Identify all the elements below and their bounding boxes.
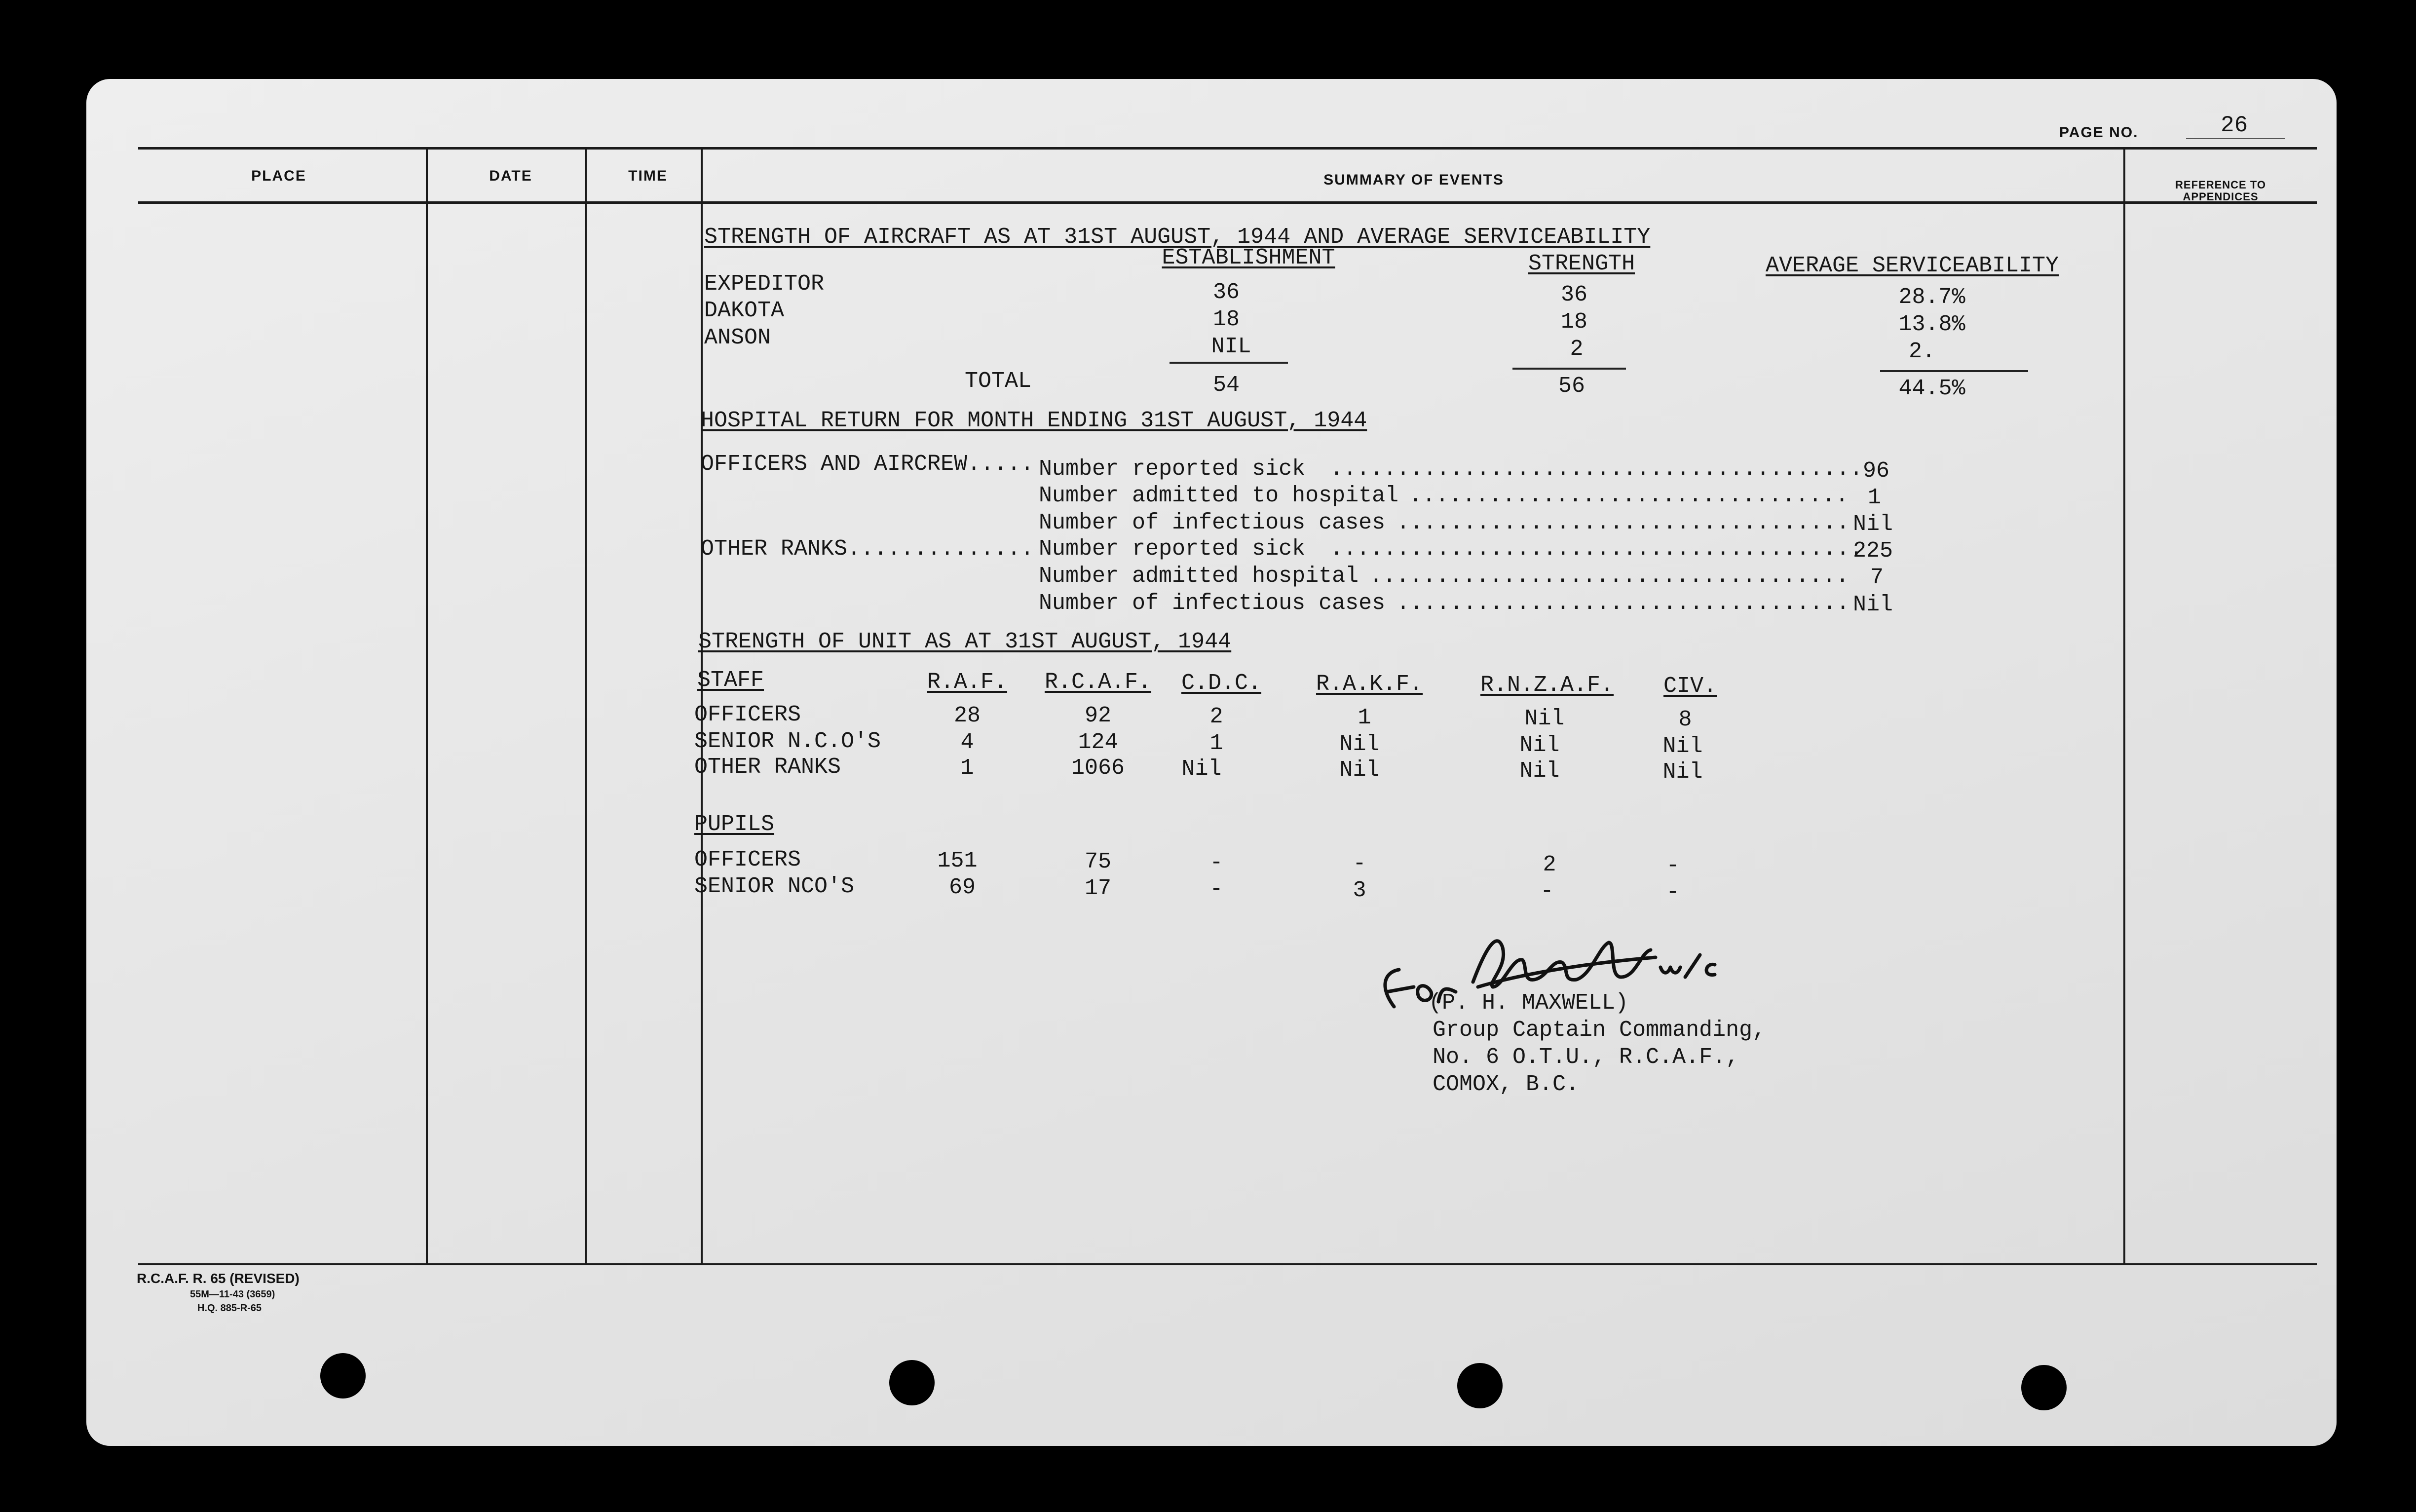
cell: 92 <box>1084 703 1112 728</box>
col-header-reference-2: APPENDICES <box>2183 190 2259 203</box>
aircraft-row-serviceability: 2. <box>1908 339 1936 364</box>
form-ref-line1: R.C.A.F. R. 65 (REVISED) <box>137 1271 300 1286</box>
hospital-leader: .................................. <box>1397 591 1850 616</box>
hospital-value: 225 <box>1853 538 1893 564</box>
aircraft-total-serviceability: 44.5% <box>1898 376 1965 401</box>
cell: 3 <box>1353 878 1366 903</box>
aircraft-row-establishment: NIL <box>1211 334 1251 359</box>
cell: Nil <box>1662 734 1703 759</box>
binder-hole <box>2021 1365 2067 1410</box>
unit-col-header: R.A.K.F. <box>1316 672 1423 697</box>
binder-hole <box>889 1360 935 1405</box>
unit-col-header: C.D.C. <box>1181 671 1262 696</box>
binder-hole <box>1457 1363 1503 1408</box>
date-time-divider <box>585 148 587 1264</box>
hospital-leader: ................................. <box>1409 483 1849 508</box>
hospital-value: Nil <box>1853 592 1893 617</box>
hospital-leader: ........................................ <box>1330 456 1863 482</box>
cell: - <box>1353 851 1366 876</box>
cell: 4 <box>960 730 974 755</box>
cell: - <box>1540 879 1554 904</box>
hospital-section-title: HOSPITAL RETURN FOR MONTH ENDING 31ST AUGUST, 1944 <box>701 408 1367 433</box>
aircraft-col-serviceability: AVERAGE SERVICEABILITY <box>1765 253 2059 278</box>
unit-section-title: STRENGTH OF UNIT AS AT 31ST AUGUST, 1944 <box>698 629 1232 654</box>
aircraft-row-strength: 18 <box>1560 309 1588 335</box>
total-rule <box>1170 362 1288 364</box>
row-label: SENIOR NCO'S <box>694 874 855 899</box>
aircraft-total-establishment: 54 <box>1212 373 1240 398</box>
aircraft-col-establishment: ESTABLISHMENT <box>1162 245 1335 270</box>
hospital-leader: .................................... <box>1369 564 1850 589</box>
hospital-group: OTHER RANKS.............. <box>701 536 1034 562</box>
cell: - <box>1666 853 1680 878</box>
hospital-item: Number of infectious cases <box>1039 510 1386 535</box>
hospital-group: OFFICERS AND AIRCREW..... <box>701 452 1034 477</box>
hospital-value: 1 <box>1868 485 1882 510</box>
hospital-item: Number reported sick <box>1039 536 1306 562</box>
cell: 28 <box>953 703 981 728</box>
record-sheet <box>86 79 2337 1446</box>
cell: Nil <box>1524 706 1565 731</box>
aircraft-row-strength: 36 <box>1560 282 1588 307</box>
cell: 2 <box>1209 704 1223 729</box>
cell: 17 <box>1084 876 1112 901</box>
hospital-value: 96 <box>1863 458 1890 484</box>
top-rule <box>138 147 2317 150</box>
row-label: OTHER RANKS <box>694 755 841 780</box>
header-bottom-rule <box>138 201 2317 204</box>
aircraft-row-type: EXPEDITOR <box>704 271 825 297</box>
cell: Nil <box>1339 732 1380 757</box>
unit-col-header: R.A.F. <box>927 670 1008 695</box>
cell: 151 <box>937 848 978 873</box>
aircraft-row-type: ANSON <box>704 325 771 350</box>
signature-unit: No. 6 O.T.U., R.C.A.F., <box>1433 1045 1739 1070</box>
hospital-value: Nil <box>1853 512 1893 537</box>
col-header-time: TIME <box>628 168 668 184</box>
col-header-date: DATE <box>489 168 532 184</box>
aircraft-row-establishment: 18 <box>1212 307 1240 332</box>
aircraft-total-label: TOTAL <box>965 369 1032 394</box>
row-label: SENIOR N.C.O'S <box>694 729 881 754</box>
signature-rank: Group Captain Commanding, <box>1433 1018 1766 1043</box>
signature-name: (P. H. MAXWELL) <box>1429 990 1629 1016</box>
hospital-leader: .................................. <box>1397 510 1850 535</box>
unit-col-header: R.N.Z.A.F. <box>1480 673 1614 698</box>
cell: Nil <box>1519 758 1560 784</box>
hospital-value: 7 <box>1870 565 1884 590</box>
signature-location: COMOX, B.C. <box>1433 1072 1580 1097</box>
total-rule <box>1880 370 2028 372</box>
aircraft-row-serviceability: 28.7% <box>1898 285 1965 310</box>
aircraft-total-strength: 56 <box>1558 374 1586 399</box>
aircraft-row-establishment: 36 <box>1212 280 1240 305</box>
col-header-summary: SUMMARY OF EVENTS <box>1323 172 1504 188</box>
hospital-item: Number admitted hospital <box>1039 564 1359 589</box>
unit-col-header: R.C.A.F. <box>1044 670 1152 695</box>
form-ref-line2: 55M—11-43 (3659) <box>190 1289 275 1300</box>
aircraft-row-type: DAKOTA <box>704 298 785 323</box>
row-label: OFFICERS <box>694 702 801 727</box>
cell: 2 <box>1543 852 1556 877</box>
hospital-item: Number of infectious cases <box>1039 591 1386 616</box>
place-date-divider <box>426 148 428 1264</box>
total-rule <box>1512 368 1626 370</box>
cell: 75 <box>1084 849 1112 874</box>
cell: 69 <box>948 875 976 900</box>
summary-reference-divider <box>2123 148 2125 1264</box>
binder-hole <box>320 1353 366 1399</box>
pupils-label: PUPILS <box>694 812 775 837</box>
footer-rule <box>138 1263 2317 1265</box>
aircraft-row-serviceability: 13.8% <box>1898 312 1965 337</box>
page-no-underline <box>2186 138 2285 139</box>
cell: - <box>1209 877 1223 902</box>
cell: 1066 <box>1071 756 1125 781</box>
hospital-leader: ........................................ <box>1330 536 1863 562</box>
cell: 1 <box>1209 731 1223 756</box>
page-number: 26 <box>2221 113 2248 138</box>
cell: 1 <box>1358 705 1371 730</box>
cell: Nil <box>1662 759 1703 785</box>
cell: - <box>1666 880 1680 905</box>
aircraft-row-strength: 2 <box>1570 337 1584 362</box>
aircraft-col-strength: STRENGTH <box>1528 251 1635 276</box>
hospital-item: Number reported sick <box>1039 456 1306 482</box>
cell: 8 <box>1678 707 1692 732</box>
unit-col-header: CIV. <box>1663 674 1717 699</box>
cell: 124 <box>1078 730 1118 755</box>
col-header-reference-1: REFERENCE TO <box>2175 179 2266 191</box>
col-header-place: PLACE <box>251 168 306 184</box>
cell: Nil <box>1519 733 1560 758</box>
cell: Nil <box>1339 757 1380 783</box>
hospital-item: Number admitted to hospital <box>1039 483 1399 508</box>
aircraft-section-title: STRENGTH OF AIRCRAFT AS AT 31ST AUGUST, 1944 AND AVERAGE SERVICEABILITY <box>704 225 1651 250</box>
cell: Nil <box>1181 756 1222 782</box>
cell: 1 <box>960 756 974 781</box>
page-no-label: PAGE NO. <box>2059 124 2139 141</box>
staff-label: STAFF <box>697 668 764 693</box>
cell: - <box>1209 850 1223 875</box>
form-ref-line3: H.Q. 885-R-65 <box>197 1303 262 1314</box>
row-label: OFFICERS <box>694 847 801 872</box>
